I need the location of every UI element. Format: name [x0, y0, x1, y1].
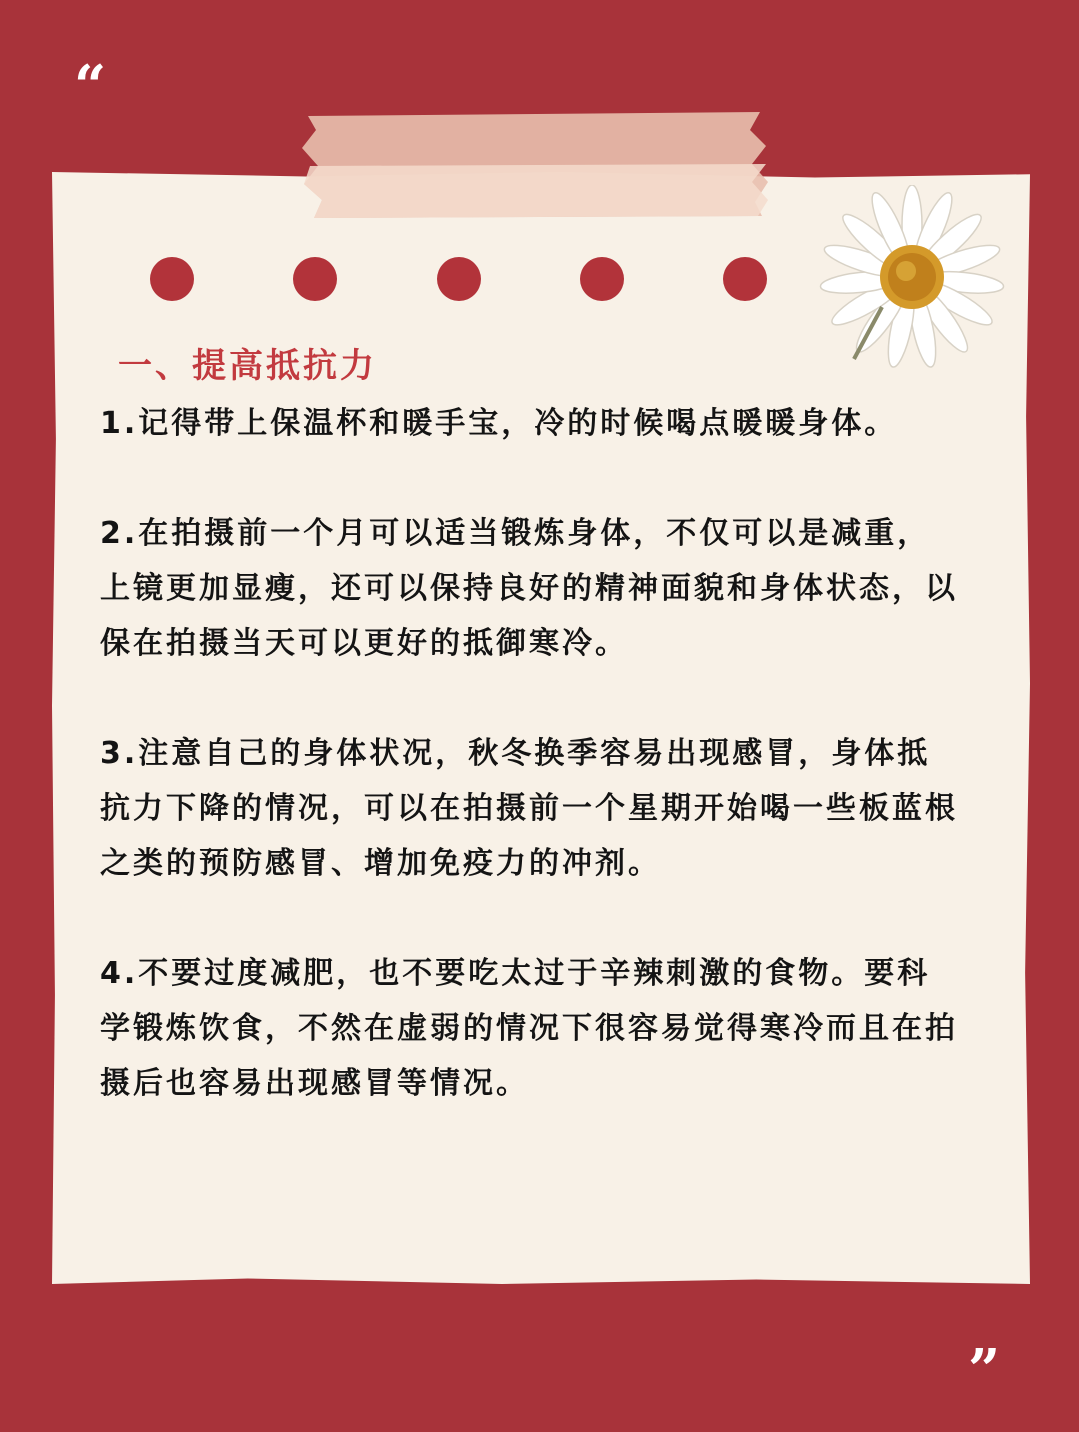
- section-title: 一、提高抵抗力: [118, 346, 377, 386]
- tips-list: [100, 396, 960, 1111]
- tip-paragraph: 4.不要过度减肥，也不要吃太过于辛辣刺激的食物。要科学锻炼饮食，不然在虚弱的情况下很容易觉得寒冷而且在拍摄后也容易出现感冒等情况。: [100, 956, 958, 1101]
- tip-paragraph: 3.注意自己的身体状况，秋冬换季容易出现感冒，身体抵抗力下降的情况，可以在拍摄前一个星期开始喝一些板蓝根之类的预防感冒、增加免疫力的冲剂。: [100, 736, 958, 881]
- open-quote-icon: “: [74, 53, 107, 119]
- tip-paragraph: 1.记得带上保温杯和暖手宝，冷的时候喝点暖暖身体。: [100, 406, 898, 441]
- daisy-icon: [810, 185, 1030, 380]
- tip-paragraph: 2.在拍摄前一个月可以适当锻炼身体，不仅可以是减重，上镜更加显瘦，还可以保持良好的精神面貌和身体状态，以保在拍摄当天可以更好的抵御寒冷。: [100, 516, 958, 661]
- decor-dot: [437, 257, 481, 301]
- close-quote-icon: ”: [968, 1337, 1001, 1403]
- decor-dot: [293, 257, 337, 301]
- washi-tape: [300, 108, 770, 220]
- decor-dot: [150, 257, 194, 301]
- decor-dot: [580, 257, 624, 301]
- decor-dot: [723, 257, 767, 301]
